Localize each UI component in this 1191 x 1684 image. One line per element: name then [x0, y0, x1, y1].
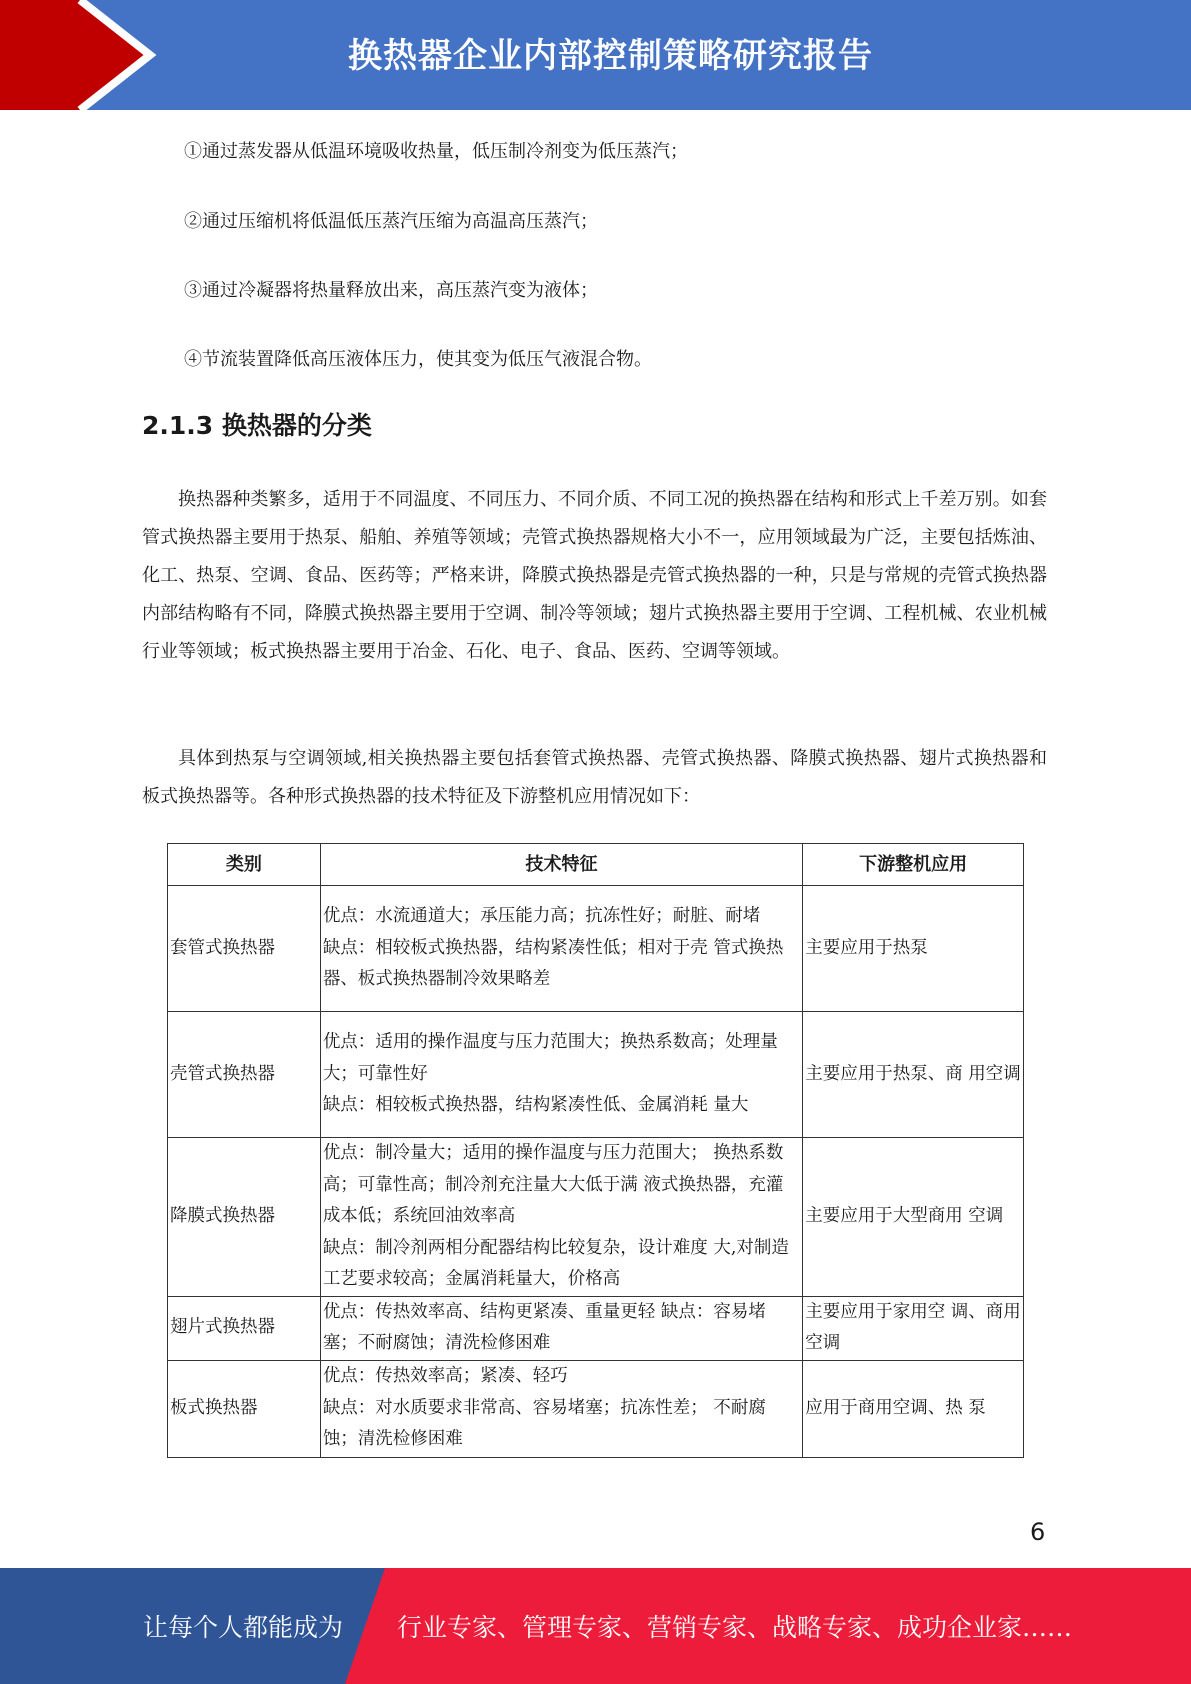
table-row	[168, 1138, 1024, 1297]
feature-cons: 缺点：对水质要求非常高、容易堵塞；抗冻性差； 不耐腐蚀；清洗检修困难	[322, 1397, 766, 1450]
page-footer	[0, 1568, 1191, 1684]
row-application: 主要应用于大型商用 空调	[803, 1138, 1024, 1297]
feature-pros: 优点：适用的操作温度与压力范围大；换热系数高；处理量大；可靠性好	[322, 1032, 778, 1084]
feature-pros: 优点：制冷量大；适用的操作温度与压力范围大； 换热系数高；可靠性高；制冷剂充注量大大低于满 液式换热器，充灌成本低；系统回油效率高	[322, 1143, 784, 1226]
table-header-row	[168, 844, 1024, 886]
step-4: ④节流装置降低高压液体压力，使其变为低压气液混合物。	[184, 349, 652, 370]
table-row	[168, 1360, 1024, 1457]
report-title: 换热器企业内部控制策略研究报告	[348, 35, 873, 76]
row-features	[320, 886, 802, 1012]
header-category: 类别	[168, 844, 321, 886]
row-features	[320, 1012, 802, 1138]
header-downstream-application: 下游整机应用	[803, 844, 1024, 886]
paragraph-classification: 换热器种类繁多，适用于不同温度、不同压力、不同介质、不同工况的换热器在结构和形式上千差万别。如套管式换热器主要用于热泵、船舶、养殖等领域；壳管式换热器规格大小不一，应用领域最为广泛，主要包括炼油、化工、热泵、空调、食品、医药等；严格来讲，降膜式换热器是壳管式换热器的一种，只是与常规的壳管式换热器内部结构略有不同，降膜式换热器主要用于空调、制冷等领域；翅片式换热器主要用于空调、工程机械、农业机械行业等领域；板式换热器主要用于冶金、石化、电子、食品、医药、空调等领域。	[142, 489, 1047, 662]
row-type: 套管式换热器	[168, 886, 321, 1012]
row-features	[320, 1296, 802, 1360]
header-technical-features: 技术特征	[320, 844, 802, 886]
page-number: 6	[1030, 1518, 1046, 1546]
feature-cons: 缺点：制冷剂两相分配器结构比较复杂，设计难度 大,对制造工艺要求较高；金属消耗量大，价格高	[322, 1237, 789, 1289]
step-1: ①通过蒸发器从低温环境吸收热量，低压制冷剂变为低压蒸汽；	[184, 141, 688, 162]
page-header	[0, 0, 1191, 110]
feature-cons: 缺点：相较板式换热器，结构紧凑性低、金属消耗 量大	[322, 1095, 749, 1116]
footer-slogan-left: 让每个人都能成为	[143, 1613, 344, 1642]
step-3: ③通过冷凝器将热量释放出来，高压蒸汽变为液体；	[184, 280, 598, 301]
heat-exchanger-table	[167, 843, 1024, 1458]
footer-slogan-right: 行业专家、管理专家、营销专家、战略专家、成功企业家……	[397, 1613, 1073, 1642]
section-heading: 2.1.3 换热器的分类	[142, 411, 372, 440]
row-application: 主要应用于热泵、商 用空调	[803, 1012, 1024, 1138]
row-application: 主要应用于家用空 调、商用空调	[803, 1296, 1024, 1360]
row-application: 应用于商用空调、热 泵	[803, 1360, 1024, 1457]
row-application: 主要应用于热泵	[803, 886, 1024, 1012]
row-features	[320, 1360, 802, 1457]
feature-pros: 优点：传热效率高；紧凑、轻巧	[322, 1366, 568, 1387]
row-type: 降膜式换热器	[168, 1138, 321, 1297]
paragraph-heat-pump-ac: 具体到热泵与空调领域,相关换热器主要包括套管式换热器、壳管式换热器、降膜式换热器、翅片式换热器和板式换热器等。各种形式换热器的技术特征及下游整机应用情况如下：	[142, 748, 1047, 807]
table-row	[168, 1296, 1024, 1360]
feature-cons: 缺点：相较板式换热器，结构紧凑性低；相对于壳 管式换热器、板式换热器制冷效果略差	[322, 937, 784, 990]
table-row	[168, 1012, 1024, 1138]
row-type: 壳管式换热器	[168, 1012, 321, 1138]
table-row	[168, 886, 1024, 1012]
feature-pros-cons: 优点：传热效率高、结构更紧凑、重量更轻 缺点：容易堵塞；不耐腐蚀；清洗检修困难	[322, 1301, 766, 1353]
step-2: ②通过压缩机将低温低压蒸汽压缩为高温高压蒸汽；	[184, 211, 598, 232]
row-type: 板式换热器	[168, 1360, 321, 1457]
feature-pros: 优点：水流通道大；承压能力高；抗冻性好；耐脏、耐堵	[322, 906, 761, 927]
row-features	[320, 1138, 802, 1297]
row-type: 翅片式换热器	[168, 1296, 321, 1360]
